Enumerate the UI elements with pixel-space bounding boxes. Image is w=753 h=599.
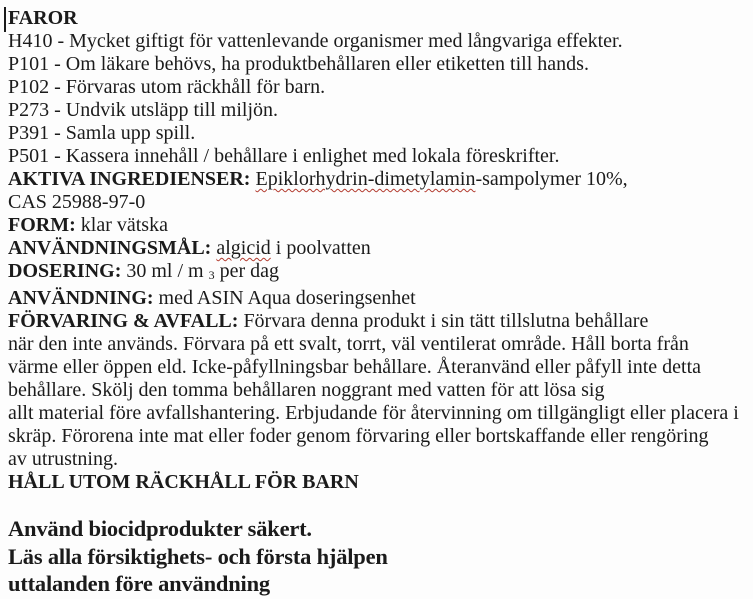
text-line bbox=[8, 214, 751, 237]
text-cursor bbox=[4, 7, 6, 32]
text-segment: per dag bbox=[214, 260, 280, 282]
text-line bbox=[8, 448, 751, 471]
text-segment: i poolvatten bbox=[270, 237, 371, 259]
text-line bbox=[8, 30, 751, 53]
text-segment: HÅLL UTOM RÄCKHÅLL FÖR BARN bbox=[8, 471, 359, 493]
subscript-text: 3 bbox=[208, 268, 215, 282]
text-line bbox=[8, 168, 751, 191]
text-segment: när den inte används. Förvara på ett svalt, torrt, väl ventilerat område. Håll borta från bbox=[8, 333, 689, 355]
text-line bbox=[8, 260, 751, 287]
blank-line bbox=[8, 494, 751, 515]
text-segment: skräp. Förorena inte mat eller foder genom förvaring eller bortskaffande eller rengöring bbox=[8, 425, 709, 447]
text-segment: värme eller öppen eld. Icke-påfyllningsbar behållare. Återanvänd eller påfyll inte detta bbox=[8, 356, 702, 378]
text-line bbox=[8, 310, 751, 333]
text-line bbox=[8, 425, 751, 448]
text-line bbox=[8, 515, 751, 543]
text-segment: Läs alla försiktighets- och första hjälpen bbox=[8, 543, 388, 569]
text-line bbox=[8, 76, 751, 99]
text-line bbox=[8, 99, 751, 122]
text-segment: FAROR bbox=[8, 7, 78, 29]
text-line bbox=[8, 333, 751, 356]
text-line bbox=[8, 191, 751, 214]
text-segment: P501 - Kassera innehåll / behållare i enlighet med lokala föreskrifter. bbox=[8, 145, 560, 167]
document-lines[interactable] bbox=[8, 7, 751, 598]
text-segment: ANVÄNDNINGSMÅL: bbox=[8, 237, 217, 259]
text-line bbox=[8, 402, 751, 425]
text-segment: med ASIN Aqua doseringsenhet bbox=[158, 287, 416, 309]
text-line bbox=[8, 145, 751, 168]
text-segment: FORM: bbox=[8, 214, 81, 236]
text-line bbox=[8, 7, 751, 30]
text-segment: P273 - Undvik utsläpp till miljön. bbox=[8, 99, 279, 121]
misspelled-word: algicid bbox=[216, 237, 271, 259]
text-segment: H410 - Mycket giftigt för vattenlevande organismer med långvariga effekter. bbox=[8, 30, 623, 52]
text-segment: av utrustning. bbox=[8, 448, 118, 470]
text-segment: FÖRVARING & AVFALL: bbox=[8, 310, 244, 332]
text-segment: P101 - Om läkare behövs, ha produktbehållaren eller etiketten till hands. bbox=[8, 53, 589, 75]
text-segment: ANVÄNDNING: bbox=[8, 287, 159, 309]
text-segment: klar vätska bbox=[80, 214, 168, 236]
text-line bbox=[8, 543, 751, 571]
text-line bbox=[8, 570, 751, 598]
text-line bbox=[8, 287, 751, 310]
text-segment: P102 - Förvaras utom räckhåll för barn. bbox=[8, 76, 326, 98]
text-line bbox=[8, 471, 751, 494]
text-segment: CAS 25988-97-0 bbox=[8, 191, 146, 213]
text-line bbox=[8, 379, 751, 402]
text-line bbox=[8, 237, 751, 260]
text-segment: DOSERING: bbox=[8, 260, 127, 282]
text-segment: P391 - Samla upp spill. bbox=[8, 122, 196, 144]
text-line bbox=[8, 53, 751, 76]
text-line bbox=[8, 122, 751, 145]
text-segment: uttalanden före användning bbox=[8, 571, 270, 596]
text-line bbox=[8, 356, 751, 379]
misspelled-word: Epiklorhydrin-dimetylamin bbox=[255, 168, 476, 190]
text-segment: 30 ml / m bbox=[126, 260, 209, 282]
text-segment: Förvara denna produkt i sin tätt tillslutna behållare bbox=[243, 310, 649, 332]
text-segment: AKTIVA INGREDIENSER: bbox=[8, 168, 256, 190]
text-segment: behållare. Skölj den tomma behållaren noggrant med vatten för att lösa sig bbox=[8, 379, 605, 401]
text-segment: allt material före avfallshantering. Erbjudande för återvinning om tillgängligt eller placera i bbox=[8, 402, 739, 424]
text-segment: Använd biocidprodukter säkert. bbox=[8, 516, 312, 541]
text-segment: -sampolymer 10%, bbox=[475, 168, 628, 190]
